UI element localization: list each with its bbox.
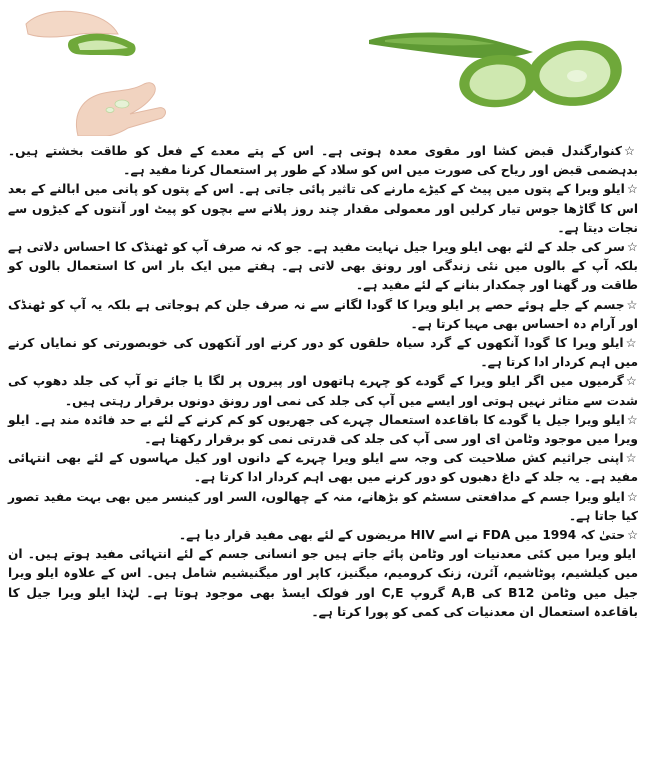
paragraph-3 — [8, 238, 638, 296]
paragraph-text: کنوارگندل قبض کشا اور مقوی معدہ ہوتی ہے۔ اس کے پتے معدے کے فعل کو طاقت بخشتے ہیں۔ بدہضمی قبض اور ریاح کی صورت میں اس کو سلاد کے طور پر استعمال کرنا مفید ہے۔ — [8, 144, 638, 178]
paragraph-6 — [8, 372, 638, 410]
paragraph-text: حتیٰ کہ 1994 میں FDA نے اسے HIV مریضوں کے لئے بھی مفید قرار دیا ہے۔ — [179, 528, 626, 543]
star-icon: ☆ — [625, 451, 638, 466]
paragraph-11 — [8, 545, 638, 622]
star-icon: ☆ — [625, 374, 638, 389]
header-photos — [0, 0, 647, 140]
paragraph-text: سر کی جلد کے لئے بھی ایلو ویرا جیل نہایت مفید ہے۔ جو کہ نہ صرف آپ کو ٹھنڈک کا احساس دلاتی ہے بلکہ آپ کے بالوں میں نئی زندگی اور رونق بھی لاتی ہے۔ ہفتے میں ایک بار اس کا استعمال بالوں کو طاقت ور گھنا اور چمکدار بنانے کے لئے مفید ہے۔ — [8, 240, 638, 293]
star-icon: ☆ — [626, 297, 638, 312]
paragraph-text: اپنی جراثیم کش صلاحیت کی وجہ سے ایلو ویرا چہرے کے دانوں اور کیل مہاسوں کے لئے بھی انتہائی مفید ہے۔ یہ جلد کے داغ دھبوں کو دور کرنے میں بھی اہم کردار ادا کرتا ہے۔ — [8, 451, 638, 485]
paragraph-5 — [8, 334, 638, 372]
paragraph-4 — [8, 296, 638, 334]
star-icon: ☆ — [626, 489, 638, 504]
paragraph-text: ایلو ویرا جسم کے مدافعتی سسٹم کو بڑھانے، منہ کے چھالوں، السر اور کینسر میں بھی بہت مفید تصور کیا جاتا ہے۔ — [8, 489, 638, 523]
star-icon: ☆ — [626, 240, 638, 255]
star-icon: ☆ — [625, 336, 638, 351]
paragraph-text: ایلو ویرا کے پتوں میں پیٹ کے کیڑے مارنے کی تاثیر پائی جاتی ہے۔ اس کے پتوں کو پانی میں ابالنے کے بعد اس کا گاڑھا جوس تیار کرلیں اور معمولی مقدار چند روز پلانے سے بچوں کو پیٹ اور آنتوں کے کیڑوں سے نجات دیتا ہے۔ — [8, 182, 638, 235]
star-icon: ☆ — [626, 182, 638, 197]
star-icon: ☆ — [626, 412, 638, 427]
paragraph-10 — [8, 526, 638, 545]
aloe-leaves-photo — [365, 18, 630, 118]
paragraph-text: ایلو ویرا کا گودا آنکھوں کے گرد سیاہ حلقوں کو دور کرنے اور آنکھوں کی خوبصورتی کو نمایاں کرنے میں اہم کردار ادا کرتا ہے۔ — [8, 336, 638, 370]
paragraph-1 — [8, 142, 638, 180]
paragraph-8 — [8, 449, 638, 487]
paragraph-text: ایلو ویرا جیل یا گودے کا باقاعدہ استعمال چہرے کی جھریوں کو کم کرنے کے لئے بے حد فائدہ مند ہے۔ ایلو ویرا میں موجود وٹامن ای اور سی آپ کی جلد کی قدرتی نمی کو برقرار رکھتا ہے۔ — [8, 412, 638, 447]
paragraph-text: ایلو ویرا میں کئی معدنیات اور وٹامن پائے جاتے ہیں جو انسانی جسم کے لئے انتہائی مفید ہوتے ہیں۔ ان میں کیلشیم، پوٹاشیم، آئرن، زنک کرومیم، میگنیز، کاپر اور میگنیشیم شامل ہیں۔ اس کے علاوہ ایلو ویرا جیل میں وٹامن B12 کی A,B گروپ C,E اور فولک ایسڈ بھی موجود ہوتا ہے۔ لہٰذا ایلو ویرا جیل کا باقاعدہ استعمال ان معدنیات کی کمی کو پورا کرتا ہے۔ — [8, 547, 639, 619]
paragraph-9 — [8, 488, 638, 526]
paragraph-2 — [8, 180, 638, 238]
paragraph-text: گرمیوں میں اگر ایلو ویرا کے گودے کو چہرے ہاتھوں اور پیروں پر لگا یا جائے تو آپ کی جلد دھوپ کی شدت سے متاثر نہیں ہوتی اور ایسے میں آپ کی جلد کی نمی اور رونق دونوں برقرار رہتی ہیں۔ — [8, 374, 638, 408]
paragraph-7 — [8, 411, 638, 449]
article-body — [8, 142, 638, 622]
star-icon: ☆ — [624, 144, 638, 158]
star-icon: ☆ — [627, 528, 638, 543]
hand-aloe-photo — [18, 4, 170, 136]
paragraph-text: جسم کے جلے ہوئے حصے پر ایلو ویرا کا گودا لگانے سے نہ صرف جلن کم ہوجاتی ہے بلکہ یہ آپ کو ٹھنڈک اور آرام دہ احساس بھی مہیا کرتا ہے۔ — [8, 297, 638, 331]
